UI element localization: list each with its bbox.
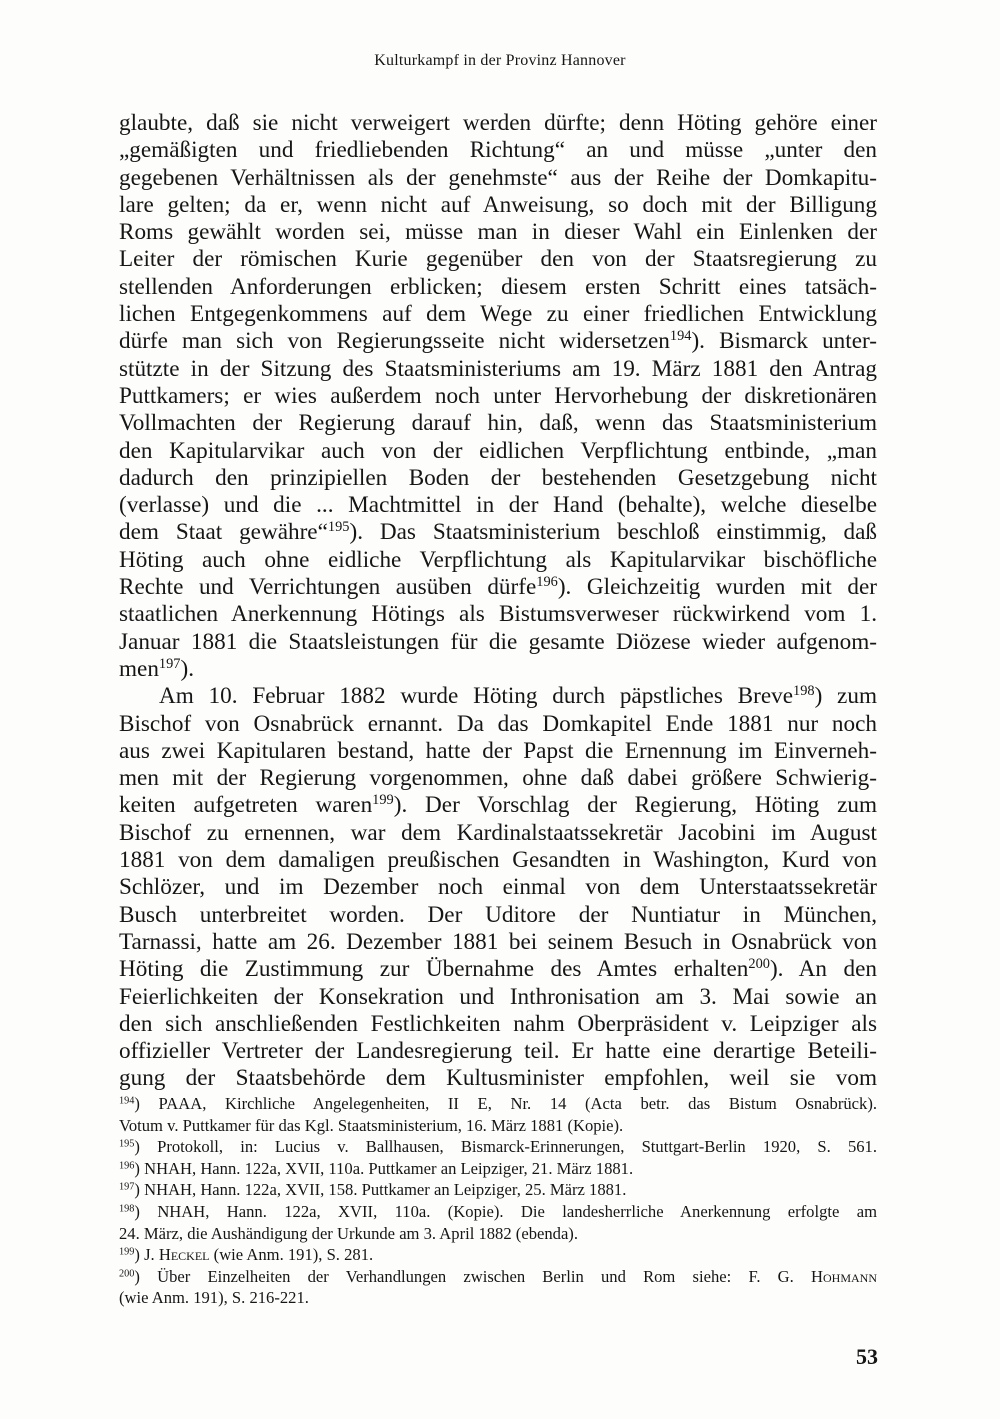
body-line	[119, 847, 877, 874]
text-run: ) NHAH, Hann. 122a, XVII, 110a. (Kopie). Die landesherrliche Anerkennung erfolgte am	[134, 1201, 877, 1221]
body-line	[119, 246, 877, 273]
body-text	[119, 110, 877, 1093]
text-run: keiten aufgetreten waren	[119, 792, 373, 819]
text-run: Schlözer, und im Dezember noch einmal von dem Unterstaatssekretär	[119, 874, 877, 901]
page-number: 53	[856, 1344, 878, 1369]
text-run: Bischof von Osnabrück ernannt. Da das Domkapitel Ende 1881 nur noch	[119, 710, 877, 737]
text-run: (wie Anm. 191), S. 281.	[209, 1245, 374, 1265]
text-run: glaubte, daß sie nicht verweigert werden dürfte; denn Höting gehöre einer	[119, 110, 877, 136]
text-run: „gemäßigten und friedliebenden Richtung“ an und müsse „unter den	[119, 137, 877, 164]
text-run: men mit der Regierung vorgenommen, ohne daß dabei größere Schwierig-	[119, 765, 877, 792]
body-line	[119, 137, 877, 164]
footnote-marker: 199	[119, 1246, 135, 1258]
text-run: ). Das Staatsministerium beschloß einstimmig, daß	[349, 519, 878, 546]
text-run: Hohmann	[811, 1266, 877, 1286]
footnote-line	[119, 1244, 877, 1266]
text-run: ) J.	[134, 1245, 159, 1265]
body-line	[119, 1065, 877, 1092]
text-run: Feierlichkeiten der Konsekration und Inthronisation am 3. Mai sowie an	[119, 983, 877, 1010]
body-line	[119, 110, 877, 137]
text-run: dem Staat gewähre“	[119, 519, 328, 546]
body-line	[119, 874, 877, 901]
text-run: lichen Entgegenkommens auf dem Wege zu einer friedlichen Entwicklung	[119, 301, 877, 328]
text-run: ) Über Einzelheiten der Verhandlungen zwischen Berlin und Rom siehe: F. G.	[134, 1266, 812, 1286]
footnote-line	[119, 1115, 877, 1137]
text-run: den Kapitularvikar auch von der eidlichen Verpflichtung entbinde, „man	[119, 437, 877, 464]
body-line	[119, 519, 877, 546]
text-run: Vollmachten der Regierung darauf hin, daß, wenn das Staatsministerium	[119, 410, 877, 437]
body-line	[119, 165, 877, 192]
footnote-line	[119, 1201, 877, 1223]
text-run: ) Protokoll, in: Lucius v. Ballhausen, Bismarck-Erinnerungen, Stuttgart-Berlin 1920, S. 561.	[134, 1137, 877, 1157]
text-run: aus zwei Kapitularen bestand, hatte der Papst die Ernennung im Einverneh-	[119, 737, 877, 764]
text-run: stützte in der Sitzung des Staatsministeriums am 19. März 1881 den Antrag	[119, 355, 877, 382]
text-run: ) NHAH, Hann. 122a, XVII, 110a. Puttkamer an Leipziger, 21. März 1881.	[134, 1158, 634, 1178]
footnote-marker: 195	[327, 519, 350, 536]
text-run: ). An den	[769, 956, 877, 983]
body-line	[119, 1038, 877, 1065]
footnote-line	[119, 1223, 877, 1245]
body-line	[119, 465, 877, 492]
text-run: ) NHAH, Hann. 122a, XVII, 158. Puttkamer an Leipziger, 25. März 1881.	[134, 1180, 627, 1200]
text-run: Höting die Zustimmung zur Übernahme des Amtes erhalten	[119, 956, 749, 983]
body-line	[119, 956, 877, 983]
footnote-line	[119, 1179, 877, 1201]
footnote-line	[119, 1093, 877, 1115]
text-run: Votum v. Puttkamer für das Kgl. Staatsministerium, 16. März 1881 (Kopie).	[119, 1115, 624, 1135]
footnote-marker: 196	[536, 574, 558, 591]
text-run: men	[119, 655, 159, 682]
footnote-marker: 198	[119, 1203, 135, 1215]
footnote-marker: 200	[748, 956, 770, 973]
text-run: ). Gleichzeitig wurden mit der	[557, 574, 877, 601]
footnotes	[119, 1093, 877, 1309]
body-line	[119, 929, 877, 956]
text-run: Januar 1881 die Staatsleistungen für die gesamte Diözese wieder aufgenom-	[119, 628, 877, 655]
text-run: ). Bismarck unter-	[691, 328, 877, 355]
text-run: Heckel	[158, 1245, 210, 1265]
text-run: Höting auch ohne eidliche Verpflichtung als Kapitularvikar bischöfliche	[119, 546, 877, 573]
body-line	[119, 192, 877, 219]
body-line	[119, 574, 877, 601]
footnote-line	[119, 1158, 877, 1180]
footnote-marker: 195	[119, 1138, 135, 1150]
body-line	[119, 356, 877, 383]
footnote-marker: 197	[119, 1181, 135, 1193]
body-line	[119, 1011, 877, 1038]
text-run: ) PAAA, Kirchliche Angelegenheiten, II E, Nr. 14 (Acta betr. das Bistum Osnabrück).	[134, 1094, 877, 1113]
text-run: staatlichen Anerkennung Hötings als Bistumsverweser rückwirkend vom 1.	[119, 601, 877, 628]
body-line	[119, 902, 877, 929]
body-line	[119, 738, 877, 765]
text-run: Am 10. Februar 1882 wurde Höting durch päpstliches Breve	[159, 683, 793, 710]
footnote-marker: 197	[158, 656, 181, 673]
text-run: 24. März, die Aushändigung der Urkunde am 3. April 1882 (ebenda).	[119, 1223, 578, 1243]
footnote-marker: 194	[669, 328, 692, 345]
text-run: Bischof zu ernennen, war dem Kardinalstaatssekretär Jacobini im August	[119, 819, 877, 846]
footnote-line	[119, 1266, 877, 1288]
text-run: gegebenen Verhältnissen als der genehmste“ aus der Reihe der Domkapitu-	[119, 164, 877, 191]
body-line	[119, 984, 877, 1011]
running-head: Kulturkampf in der Provinz Hannover	[374, 52, 626, 69]
text-run: ).	[180, 655, 195, 682]
body-line	[119, 274, 877, 301]
footnote-marker: 200	[119, 1268, 135, 1280]
body-line	[119, 765, 877, 792]
text-run: lare gelten; da er, wenn nicht auf Anweisung, so doch mit der Billigung	[119, 191, 877, 218]
footnote-marker: 196	[119, 1160, 135, 1172]
text-run: (verlasse) und die ... Machtmittel in der Hand (behalte), welche dieselbe	[119, 492, 877, 519]
text-run: offizieller Vertreter der Landesregierung teil. Er hatte eine derartige Beteili-	[119, 1038, 877, 1065]
body-line	[119, 629, 877, 656]
body-line	[119, 328, 877, 355]
footnote-marker: 199	[372, 792, 394, 809]
text-run: Rechte und Verrichtungen ausüben dürfe	[119, 574, 537, 601]
footnote-marker: 194	[119, 1095, 135, 1107]
text-run: ) zum	[814, 683, 877, 710]
footnote-line	[119, 1287, 877, 1309]
body-line	[119, 219, 877, 246]
text-run: (wie Anm. 191), S. 216-221.	[119, 1288, 309, 1308]
text-run: 1881 von dem damaligen preußischen Gesandten in Washington, Kurd von	[119, 847, 877, 874]
text-run: Leiter der römischen Kurie gegenüber den von der Staatsregierung zu	[119, 246, 877, 273]
body-line	[119, 820, 877, 847]
text-run: gung der Staatsbehörde dem Kultusminister empfohlen, weil sie vom	[119, 1065, 877, 1092]
text-run: ). Der Vorschlag der Regierung, Höting zum	[393, 792, 877, 819]
body-line	[119, 683, 877, 710]
text-run: Tarnassi, hatte am 26. Dezember 1881 bei seinem Besuch in Osnabrück von	[119, 928, 877, 955]
body-line	[119, 438, 877, 465]
body-line	[119, 711, 877, 738]
body-line	[119, 383, 877, 410]
body-line	[119, 301, 877, 328]
body-line	[119, 656, 877, 683]
text-run: Roms gewählt worden sei, müsse man in dieser Wahl ein Einlenken der	[119, 219, 877, 246]
text-run: stellenden Anforderungen erblicken; diesem ersten Schritt eines tatsäch-	[119, 273, 877, 300]
text-run: Puttkamers; er wies außerdem noch unter Hervorhebung der diskretionären	[119, 382, 877, 409]
body-line	[119, 792, 877, 819]
footnote-line	[119, 1136, 877, 1158]
text-run: dürfe man sich von Regierungsseite nicht widersetzen	[119, 328, 670, 355]
body-line	[119, 492, 877, 519]
body-line	[119, 547, 877, 574]
body-line	[119, 410, 877, 437]
footnote-marker: 198	[793, 683, 815, 700]
text-run: dadurch den prinzipiellen Boden der bestehenden Gesetzgebung nicht	[119, 464, 877, 491]
text-run: den sich anschließenden Festlichkeiten nahm Oberpräsident v. Leipziger als	[119, 1010, 877, 1037]
text-run: Busch unterbreitet worden. Der Uditore der Nuntiatur in München,	[119, 901, 877, 928]
body-line	[119, 601, 877, 628]
